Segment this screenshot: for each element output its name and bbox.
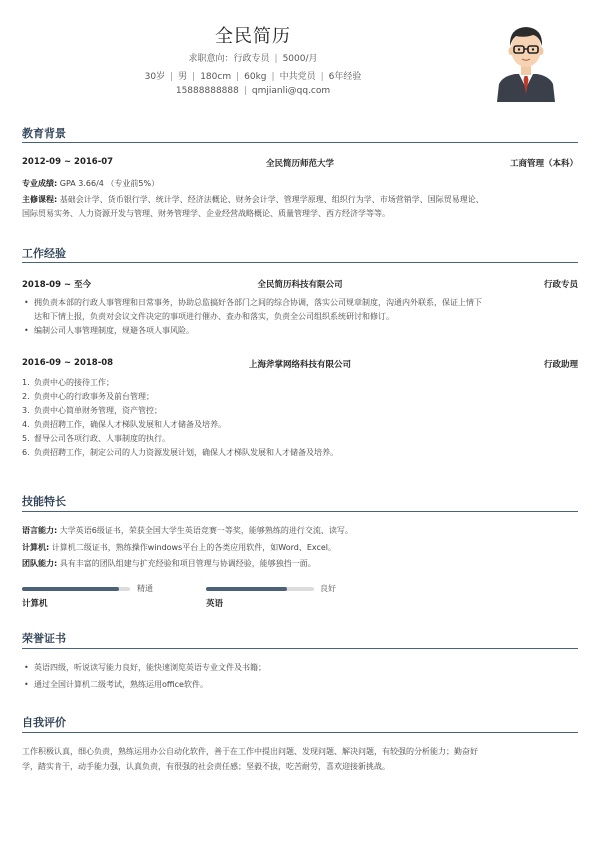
contact-info: [0, 86, 506, 96]
skill-level: 良好: [320, 584, 336, 593]
separator: |: [243, 86, 247, 96]
job-company: 上海斧掌网络科技有限公司: [248, 360, 351, 370]
job-period: 2018-09 ~ 至今: [22, 280, 92, 290]
list-item: 4. 负责招聘工作，确保人才梯队发展和人才储备及培养。: [22, 420, 226, 429]
phone: 15888888888: [175, 86, 239, 96]
courses-text: 基础会计学、货币银行学、统计学、经济法概论、财务会计学、管理学原理、组织行为学、市场营销学、国际贸易理论、: [59, 195, 484, 204]
skill-text: 大学英语6级证书，荣获全国大学生英语竞赛一等奖，能够熟练的进行交流、读写。: [59, 526, 353, 535]
self-evaluation: [22, 745, 578, 774]
section-divider: [22, 732, 578, 733]
section-divider: [22, 262, 578, 263]
gpa-value: GPA 3.66/4 （专业前5%）: [59, 179, 160, 188]
courses-line: [22, 193, 578, 207]
job-position: 行政专员: [543, 280, 578, 290]
skill-language: [22, 524, 578, 538]
duty-text: 达和下情上报，负责对会议文件决定的事项进行催办、查办和落实，负责全公司组织系统研讨和修订。: [34, 312, 394, 321]
avatar-ear: [539, 47, 544, 55]
separator: |: [236, 72, 240, 82]
skill-bar-english: [206, 587, 314, 591]
intent-label: 求职意向：: [188, 54, 234, 64]
education-major: 工商管理（本科）: [509, 159, 578, 169]
job-duties: [22, 376, 578, 460]
section-title-education: 教育背景: [22, 127, 66, 140]
section-title-skills: 技能特长: [22, 495, 66, 508]
separator: |: [320, 72, 324, 82]
height: 180cm: [200, 72, 232, 82]
skill-name: 英语: [206, 599, 224, 609]
skill-bar-fill: [206, 587, 287, 591]
education-school: 全民简历师范大学: [265, 159, 334, 169]
job-intent: [0, 51, 506, 64]
bullet-dot: •: [24, 663, 29, 672]
weight: 60kg: [244, 72, 267, 82]
duty-text: 负责招聘工作，确保人才梯队发展和人才储备及培养。: [34, 420, 226, 429]
list-item: [22, 324, 578, 338]
job-period: 2016-09 ~ 2018-08: [22, 358, 114, 368]
list-item: 1. 负责中心的接待工作；: [22, 378, 114, 387]
section-divider: [22, 142, 578, 143]
skill-team: [22, 557, 578, 571]
list-item: 3. 负责中心简单财务管理，资产管控；: [22, 406, 162, 415]
age: 30岁: [144, 72, 166, 82]
basic-info: [0, 69, 506, 82]
avatar: [495, 18, 557, 102]
skill-label: 语言能力:: [22, 526, 58, 535]
job-duties: [22, 296, 578, 338]
bullet-dot: •: [24, 326, 29, 335]
party: 中共党员: [279, 72, 316, 82]
separator: |: [274, 54, 278, 64]
education-period: 2012-09 ~ 2016-07: [22, 157, 114, 167]
gpa-label: 专业成绩:: [22, 179, 58, 188]
list-item: [22, 661, 578, 675]
self-text: 工作积极认真，细心负责，熟练运用办公自动化软件，善于在工作中提出问题、发现问题、解决问题，有较强的分析能力；勤奋好: [22, 747, 478, 756]
skill-text: 具有丰富的团队组建与扩充经验和项目管理与协调经验，能够独挡一面。: [59, 559, 316, 568]
duty-text: 督导公司各项行政、人事制度的执行。: [34, 434, 170, 443]
skill-computer: [22, 541, 578, 555]
separator: |: [271, 72, 275, 82]
honor-list: [22, 661, 578, 692]
resume-name: 全民简历: [215, 26, 291, 47]
courses-label: 主修课程:: [22, 195, 58, 204]
skill-label: 计算机:: [22, 543, 50, 552]
job-position: 行政助理: [543, 360, 578, 370]
courses-line-2: 国际贸易实务、人力资源开发与管理、财务管理学、企业经营战略概论、质量管理学、西方经济学等等。: [22, 209, 390, 218]
list-item: [22, 678, 578, 692]
intent-salary: 5000/月: [282, 54, 318, 64]
list-item: 5. 督导公司各项行政、人事制度的执行。: [22, 434, 170, 443]
job-row: [22, 278, 578, 290]
separator: |: [192, 72, 196, 82]
skill-label: 团队能力:: [22, 559, 58, 568]
honor-text: 英语四级，听说读写能力良好，能快速浏览英语专业文件及书籍；: [34, 663, 266, 672]
bullet-dot: •: [24, 298, 29, 307]
duty-text: 负责中心简单财务管理，资产管控；: [34, 406, 162, 415]
email: qmjianli@qq.com: [251, 86, 331, 96]
skill-level: 精通: [137, 584, 153, 593]
duty-text: 负责中心的接待工作；: [34, 378, 114, 387]
duty-text: 负责中心的行政事务及前台管理；: [34, 392, 154, 401]
section-title-work: 工作经验: [22, 247, 66, 260]
skill-bar-computer: [22, 587, 130, 591]
avatar-ear: [509, 47, 514, 55]
duty-text: 拥负责本部的行政人事管理和日常事务，协助总监搞好各部门之间的综合协调，落实公司规章制度，沟通内外联系，保证上情下: [34, 298, 482, 307]
list-item: [22, 296, 578, 324]
duty-text: 负责招聘工作，制定公司的人力资源发展计划，确保人才梯队发展和人才储备及培养。: [34, 448, 338, 457]
list-item: 6. 负责招聘工作，制定公司的人力资源发展计划，确保人才梯队发展和人才储备及培养。: [22, 448, 338, 457]
skill-name: 计算机: [22, 599, 48, 609]
skill-bar-fill: [22, 587, 119, 591]
self-text: 学，踏实肯干，动手能力强，认真负责，有很强的社会责任感；坚毅不拔，吃苦耐劳，喜欢迎接新挑战。: [22, 761, 390, 771]
section-title-honors: 荣誉证书: [22, 632, 66, 645]
section-divider: [22, 648, 578, 649]
separator: |: [170, 72, 174, 82]
section-title-self: 自我评价: [22, 716, 66, 729]
education-row: [22, 157, 578, 167]
job-company: 全民简历科技有限公司: [257, 280, 343, 290]
job-row: [22, 358, 578, 368]
section-divider: [22, 511, 578, 512]
duty-text: 编制公司人事管理制度，规避各项人事风险。: [34, 326, 194, 335]
experience: 6年经验: [328, 72, 362, 82]
honor-text: 通过全国计算机二级考试，熟练运用office软件。: [34, 680, 208, 689]
list-item: 2. 负责中心的行政事务及前台管理；: [22, 392, 154, 401]
gpa-line: [22, 177, 578, 191]
intent-job: 行政专员: [233, 54, 270, 64]
gender: 男: [178, 72, 188, 82]
skill-text: 计算机二级证书，熟练操作windows平台上的各类应用软件，如Word、Excel。: [51, 543, 337, 552]
bullet-dot: •: [24, 680, 29, 689]
